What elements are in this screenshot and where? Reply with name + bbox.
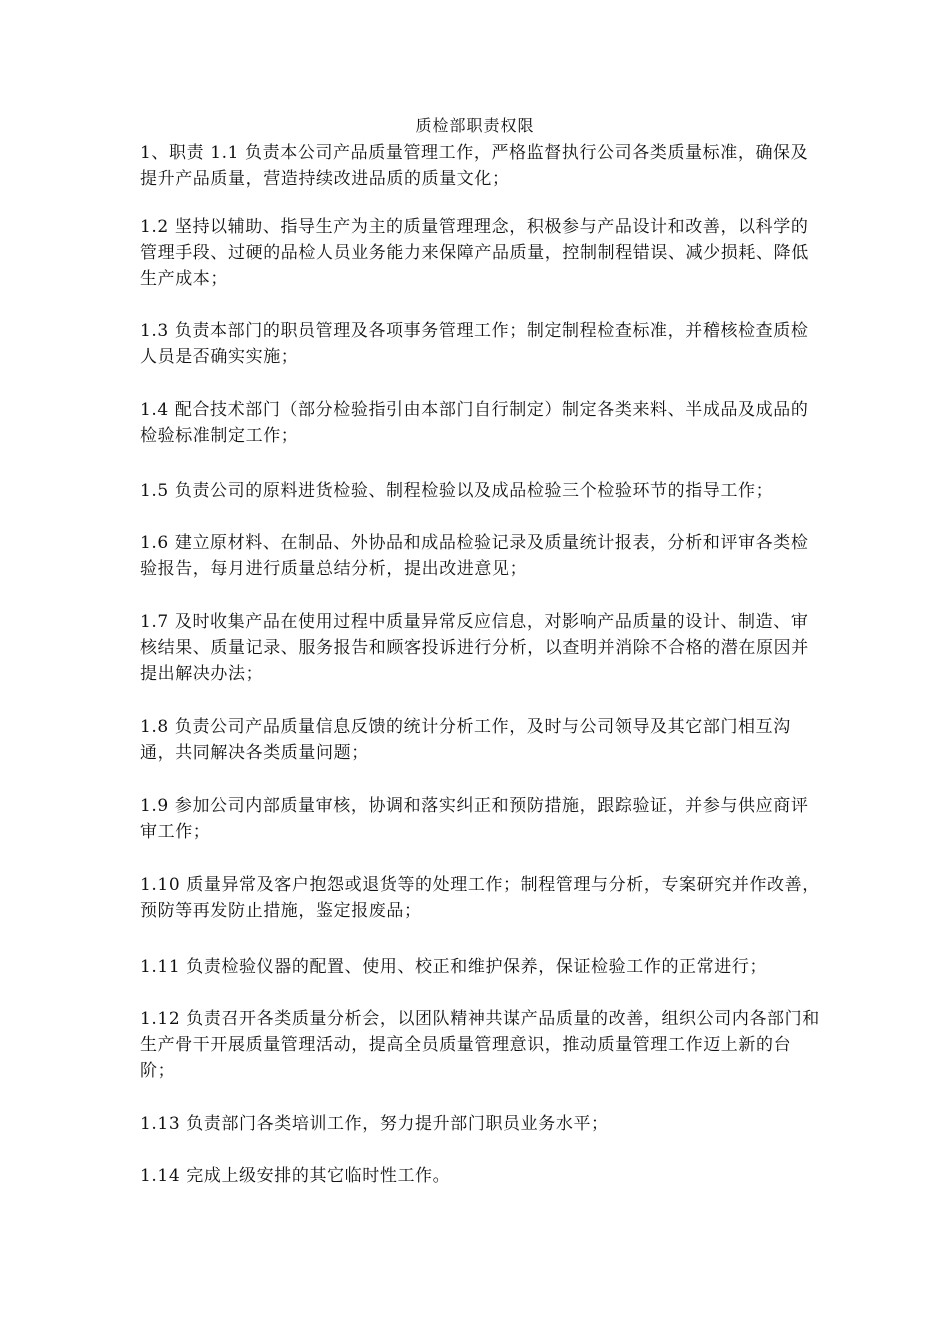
paragraph-1-10: 1.10 质量异常及客户抱怨或退货等的处理工作；制程管理与分析，专案研究并作改善，预防等再发防止措施，鉴定报废品； [140, 875, 820, 921]
paragraph-1-5: 1.5 负责公司的原料进货检验、制程检验以及成品检验三个检验环节的指导工作； [140, 481, 774, 501]
document-title: 质检部职责权限 [415, 116, 535, 135]
paragraph-1-11: 1.11 负责检验仪器的配置、使用、校正和维护保养，保证检验工作的正常进行； [140, 957, 768, 977]
paragraph-1-14: 1.14 完成上级安排的其它临时性工作。 [140, 1166, 451, 1186]
paragraph-1-8: 1.8 负责公司产品质量信息反馈的统计分析工作，及时与公司领导及其它部门相互沟通，共同解决各类质量问题； [140, 717, 791, 763]
paragraph-1-12: 1.12 负责召开各类质量分析会，以团队精神共谋产品质量的改善，组织公司内各部门和生产骨干开展质量管理活动，提高全员质量管理意识，推动质量管理工作迈上新的台阶； [140, 1009, 820, 1081]
paragraph-1-2: 1.2 坚持以辅助、指导生产为主的质量管理理念，积极参与产品设计和改善，以科学的管理手段、过硬的品检人员业务能力来保障产品质量，控制制程错误、减少损耗、降低生产成本； [140, 217, 809, 289]
paragraph-1-6: 1.6 建立原材料、在制品、外协品和成品检验记录及质量统计报表，分析和评审各类检验报告，每月进行质量总结分析，提出改进意见； [140, 533, 809, 579]
paragraph-1-7: 1.7 及时收集产品在使用过程中质量异常反应信息，对影响产品质量的设计、制造、审核结果、质量记录、服务报告和顾客投诉进行分析，以查明并消除不合格的潜在原因并提出解决办法； [140, 612, 809, 684]
paragraph-1-13: 1.13 负责部门各类培训工作，努力提升部门职员业务水平； [140, 1114, 609, 1134]
paragraph-1-1: 1、职责 1.1 负责本公司产品质量管理工作，严格监督执行公司各类质量标准，确保及提升产品质量，营造持续改进品质的质量文化； [140, 143, 809, 189]
paragraph-1-9: 1.9 参加公司内部质量审核，协调和落实纠正和预防措施，跟踪验证，并参与供应商评审工作； [140, 796, 809, 842]
paragraph-1-4: 1.4 配合技术部门（部分检验指引由本部门自行制定）制定各类来料、半成品及成品的检验标准制定工作； [140, 400, 809, 446]
paragraph-1-3: 1.3 负责本部门的职员管理及各项事务管理工作；制定制程检查标准，并稽核检查质检人员是否确实实施； [140, 321, 809, 367]
